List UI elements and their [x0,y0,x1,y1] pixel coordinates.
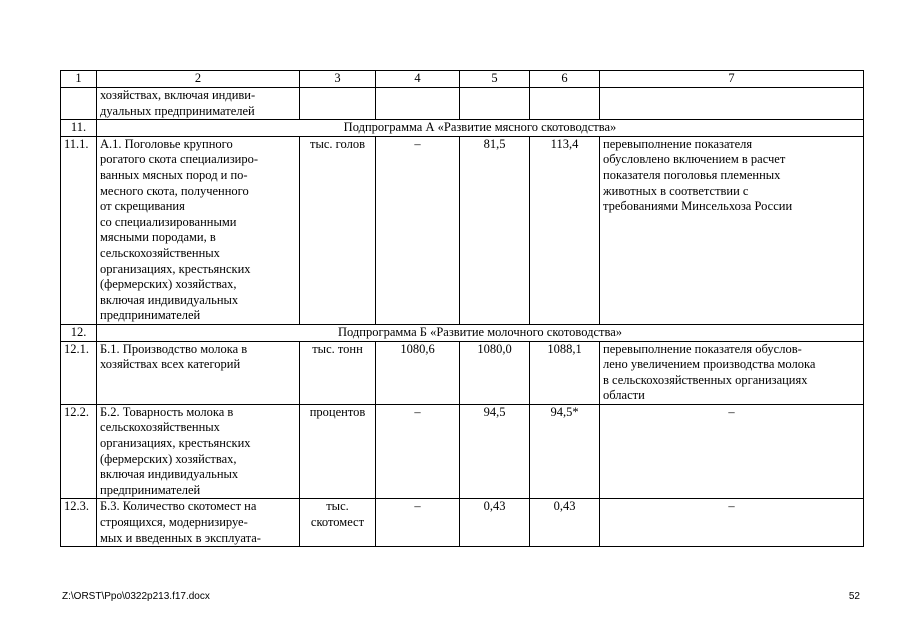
page-number: 52 [848,591,860,602]
value-cell: 0,43 [530,499,600,547]
indicator-description: А.1. Поголовье крупного рогатого скота специализиро- ванных мясных пород и по- месного скота, полученного от скрещивания со специализированными мясными породами, в сельскохозяйственных организациях, крестьянских (фермерских) хозяйствах, включая индивидуальных предпринимателей [97,136,300,324]
indicators-table [60,70,864,547]
indicator-description: Б.1. Производство молока в хозяйствах всех категорий [97,341,300,404]
note-cell: – [600,404,864,499]
table-row-continuation [61,88,864,120]
row-number: 12.1. [61,341,97,404]
note-cell: – [600,499,864,547]
section-number: 11. [61,120,97,137]
section-row [61,120,864,137]
value-cell: 113,4 [530,136,600,324]
value-cell: 1080,6 [376,341,460,404]
unit-cell: тыс. тонн [300,341,376,404]
header-cell: 3 [300,71,376,88]
value-cell: 94,5 [460,404,530,499]
header-cell: 6 [530,71,600,88]
note-cell: перевыполнение показателя обусловлено включением в расчет показателя поголовья племенных животных в соответствии с требованиями Минсельхоза России [600,136,864,324]
value-cell: 1080,0 [460,341,530,404]
value-cell: 94,5* [530,404,600,499]
row-number: 12.3. [61,499,97,547]
indicator-description: Б.3. Количество скотомест на строящихся, модернизируе- мых и введенных в эксплуата- [97,499,300,547]
row-number: 11.1. [61,136,97,324]
table-row [61,136,864,324]
value-cell: 1088,1 [530,341,600,404]
indicator-description: Б.2. Товарность молока в сельскохозяйственных организациях, крестьянских (фермерских) хозяйствах, включая индивидуальных предпринимателей [97,404,300,499]
row-number: 12.2. [61,404,97,499]
table-row [61,404,864,499]
indicator-description: хозяйствах, включая индиви- дуальных предпринимателей [97,88,300,120]
value-cell: – [376,499,460,547]
value-cell: – [376,404,460,499]
note-cell: перевыполнение показателя обуслов- лено увеличением производства молока в сельскохозяйственных организациях области [600,341,864,404]
file-path: Z:\ORST\Ppo\0322p213.f17.docx [62,591,210,602]
section-title: Подпрограмма Б «Развитие молочного скотоводства» [97,324,864,341]
value-cell: 81,5 [460,136,530,324]
table-row [61,341,864,404]
value-cell: – [376,136,460,324]
section-row [61,324,864,341]
value-cell: 0,43 [460,499,530,547]
header-cell: 4 [376,71,460,88]
unit-cell: процентов [300,404,376,499]
unit-cell: тыс. скотомест [300,499,376,547]
header-cell: 7 [600,71,864,88]
table-row [61,499,864,547]
header-cell: 5 [460,71,530,88]
section-number: 12. [61,324,97,341]
unit-cell: тыс. голов [300,136,376,324]
header-row [61,71,864,88]
header-cell: 2 [97,71,300,88]
header-cell: 1 [61,71,97,88]
section-title: Подпрограмма А «Развитие мясного скотоводства» [97,120,864,137]
